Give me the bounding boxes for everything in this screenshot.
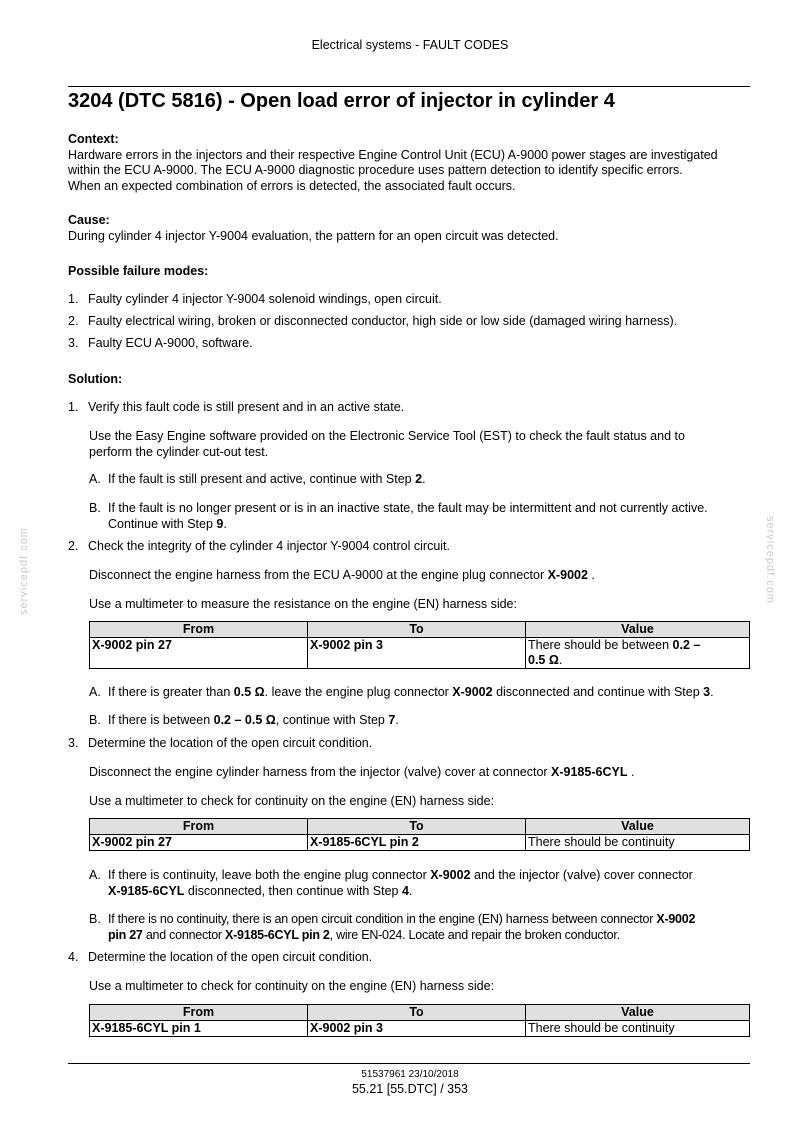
failure-mode-item: Faulty ECU A-9000, software. (88, 336, 253, 350)
step-3-paragraph: Use a multimeter to check for continuity on the engine (EN) harness side: (89, 794, 495, 808)
step-1-option-a (108, 472, 750, 488)
continuity-table (89, 1004, 750, 1037)
table-header-value: Value (526, 819, 750, 835)
step-reference: 7 (388, 713, 396, 727)
connector-id: X-9002 (452, 685, 493, 699)
connector-id: X-9002 (430, 868, 471, 882)
cell-value-bold: 0.5 Ω (528, 653, 559, 667)
step-3-paragraph (89, 765, 750, 781)
step-4-paragraph: Use a multimeter to check for continuity on the engine (EN) harness side: (89, 979, 495, 993)
table-cell-from: X-9002 pin 27 (90, 638, 308, 669)
step-3-title: Determine the location of the open circuit condition. (88, 736, 373, 750)
option-text: and the injector (valve) cover connector (470, 868, 693, 882)
header-rule (68, 86, 750, 87)
step-3-option-b (108, 912, 750, 943)
step-reference: 4 (401, 883, 409, 898)
failure-mode-item: Faulty electrical wiring, broken or disconnected conductor, high side or low side (damaged wiring harness). (88, 314, 678, 328)
connector-pin: pin 27 (108, 927, 143, 942)
table-row (90, 1021, 750, 1037)
table-cell-value: There should be continuity (526, 835, 750, 851)
connector-id: X-9185-6CYL (551, 765, 628, 779)
step-1-title: Verify this fault code is still present and in an active state. (88, 400, 405, 414)
step-2-paragraph (89, 568, 750, 584)
solution-label: Solution: (68, 372, 123, 386)
cause-label: Cause: (68, 213, 110, 227)
table-header-from: From (90, 1005, 308, 1021)
table-cell-to: X-9002 pin 3 (308, 1021, 526, 1037)
continuity-table (89, 818, 750, 851)
table-header-from: From (90, 622, 308, 638)
running-header: Electrical systems - FAULT CODES (311, 38, 509, 52)
paragraph-text: . (627, 765, 635, 779)
sub-letter: B. (89, 912, 101, 926)
step-2-option-b (108, 713, 750, 729)
table-cell-to: X-9002 pin 3 (308, 638, 526, 669)
page-title: 3204 (DTC 5816) - Open load error of injector in cylinder 4 (68, 90, 615, 112)
option-text: If there is between (108, 713, 214, 727)
table-cell-to: X-9185-6CYL pin 2 (308, 835, 526, 851)
failure-modes-label: Possible failure modes: (68, 264, 209, 278)
list-number: 1. (68, 292, 79, 306)
option-text: . (422, 472, 426, 486)
cause-section (68, 213, 750, 244)
option-text: If there is greater than (108, 685, 234, 699)
table-header-to: To (308, 819, 526, 835)
option-text: If the fault is no longer present or is in an inactive state, the fault may be intermittent and not currently active. (108, 501, 708, 515)
table-header-to: To (308, 622, 526, 638)
table-header-from: From (90, 819, 308, 835)
option-text: Continue with Step (108, 516, 217, 531)
cell-text: There should be between (528, 638, 673, 652)
step-2-title: Check the integrity of the cylinder 4 injector Y-9004 control circuit. (88, 539, 450, 553)
option-text: and connector (142, 927, 226, 942)
connector-id: X-9002 (547, 568, 588, 582)
connector-id: X-9002 (656, 912, 696, 926)
step-reference: 9 (216, 516, 224, 531)
context-label: Context: (68, 132, 119, 146)
paragraph-text: Disconnect the engine harness from the ECU A-9000 at the engine plug connector (89, 568, 548, 582)
option-text: , wire EN-024. Locate and repair the broken conductor. (329, 927, 620, 942)
table-header-value: Value (526, 1005, 750, 1021)
context-line: within the ECU A-9000. The ECU A-9000 diagnostic procedure uses pattern detection to identify specific errors. (68, 163, 683, 177)
cause-text: During cylinder 4 injector Y-9004 evaluation, the pattern for an open circuit was detected. (68, 228, 559, 243)
table-cell-value: There should be continuity (526, 1021, 750, 1037)
option-bold: 0.2 – 0.5 Ω (213, 713, 276, 727)
table-cell-value (526, 638, 750, 669)
paragraph-text: Disconnect the engine cylinder harness from the injector (valve) cover at connector (89, 765, 552, 779)
connector-id: X-9185-6CYL pin 2 (225, 927, 330, 942)
paragraph-line: Use the Easy Engine software provided on the Electronic Service Tool (EST) to check the fault status and to (89, 429, 685, 443)
option-text: disconnected, then continue with Step (184, 883, 402, 898)
watermark-right: servicepdf.com (764, 516, 776, 604)
cell-text: . (558, 653, 563, 667)
sub-letter: B. (89, 501, 101, 515)
table-header-row (90, 622, 750, 638)
paragraph-line: perform the cylinder cut-out test. (89, 444, 269, 459)
table-header-row (90, 1005, 750, 1021)
option-text: If the fault is still present and active, continue with Step (108, 472, 416, 486)
step-reference: 2 (415, 472, 423, 486)
sub-letter: A. (89, 685, 101, 699)
option-text: . (223, 516, 227, 531)
failure-mode-item: Faulty cylinder 4 injector Y-9004 solenoid windings, open circuit. (88, 292, 442, 306)
footer-doc-code: 51537961 23/10/2018 (361, 1069, 459, 1080)
table-header-value: Value (526, 622, 750, 638)
option-text: . (395, 713, 399, 727)
option-text: , continue with Step (275, 713, 389, 727)
paragraph-text: . (587, 568, 595, 582)
step-1-paragraph (89, 429, 750, 460)
step-2-paragraph: Use a multimeter to measure the resistance on the engine (EN) harness side: (89, 597, 517, 611)
option-bold: 0.5 Ω (233, 685, 265, 699)
table-header-to: To (308, 1005, 526, 1021)
step-number: 4. (68, 950, 79, 964)
step-number: 2. (68, 539, 79, 553)
resistance-table (89, 621, 750, 669)
step-1-option-b (108, 501, 750, 532)
context-line: Hardware errors in the injectors and their respective Engine Control Unit (ECU) A-9000 power stages are investigated (68, 147, 718, 162)
context-line: When an expected combination of errors is detected, the associated fault occurs. (68, 178, 516, 193)
step-3-option-a (108, 868, 750, 899)
sub-letter: B. (89, 713, 101, 727)
list-number: 3. (68, 336, 79, 350)
connector-id: X-9185-6CYL (108, 883, 185, 898)
table-header-row (90, 819, 750, 835)
option-text: . leave the engine plug connector (264, 685, 453, 699)
option-text: disconnected and continue with Step (492, 685, 704, 699)
sub-letter: A. (89, 868, 101, 882)
footer-page-number: 55.21 [55.DTC] / 353 (351, 1082, 469, 1096)
step-number: 3. (68, 736, 79, 750)
table-row (90, 835, 750, 851)
list-number: 2. (68, 314, 79, 328)
sub-letter: A. (89, 472, 101, 486)
step-number: 1. (68, 400, 79, 414)
option-text: If there is continuity, leave both the engine plug connector (108, 868, 431, 882)
step-reference: 3 (703, 685, 711, 699)
table-cell-from: X-9185-6CYL pin 1 (90, 1021, 308, 1037)
step-4-title: Determine the location of the open circuit condition. (88, 950, 373, 964)
option-text: . (710, 685, 714, 699)
step-2-option-a (108, 685, 750, 701)
watermark-left: servicepdf.com (18, 527, 30, 615)
option-text: If there is no continuity, there is an open circuit condition in the engine (EN) harness between connector (108, 912, 657, 926)
footer-rule (68, 1063, 750, 1064)
table-row (90, 638, 750, 669)
table-cell-from: X-9002 pin 27 (90, 835, 308, 851)
cell-value-bold: 0.2 – (672, 638, 701, 652)
option-text: . (408, 883, 413, 898)
context-section (68, 132, 750, 194)
